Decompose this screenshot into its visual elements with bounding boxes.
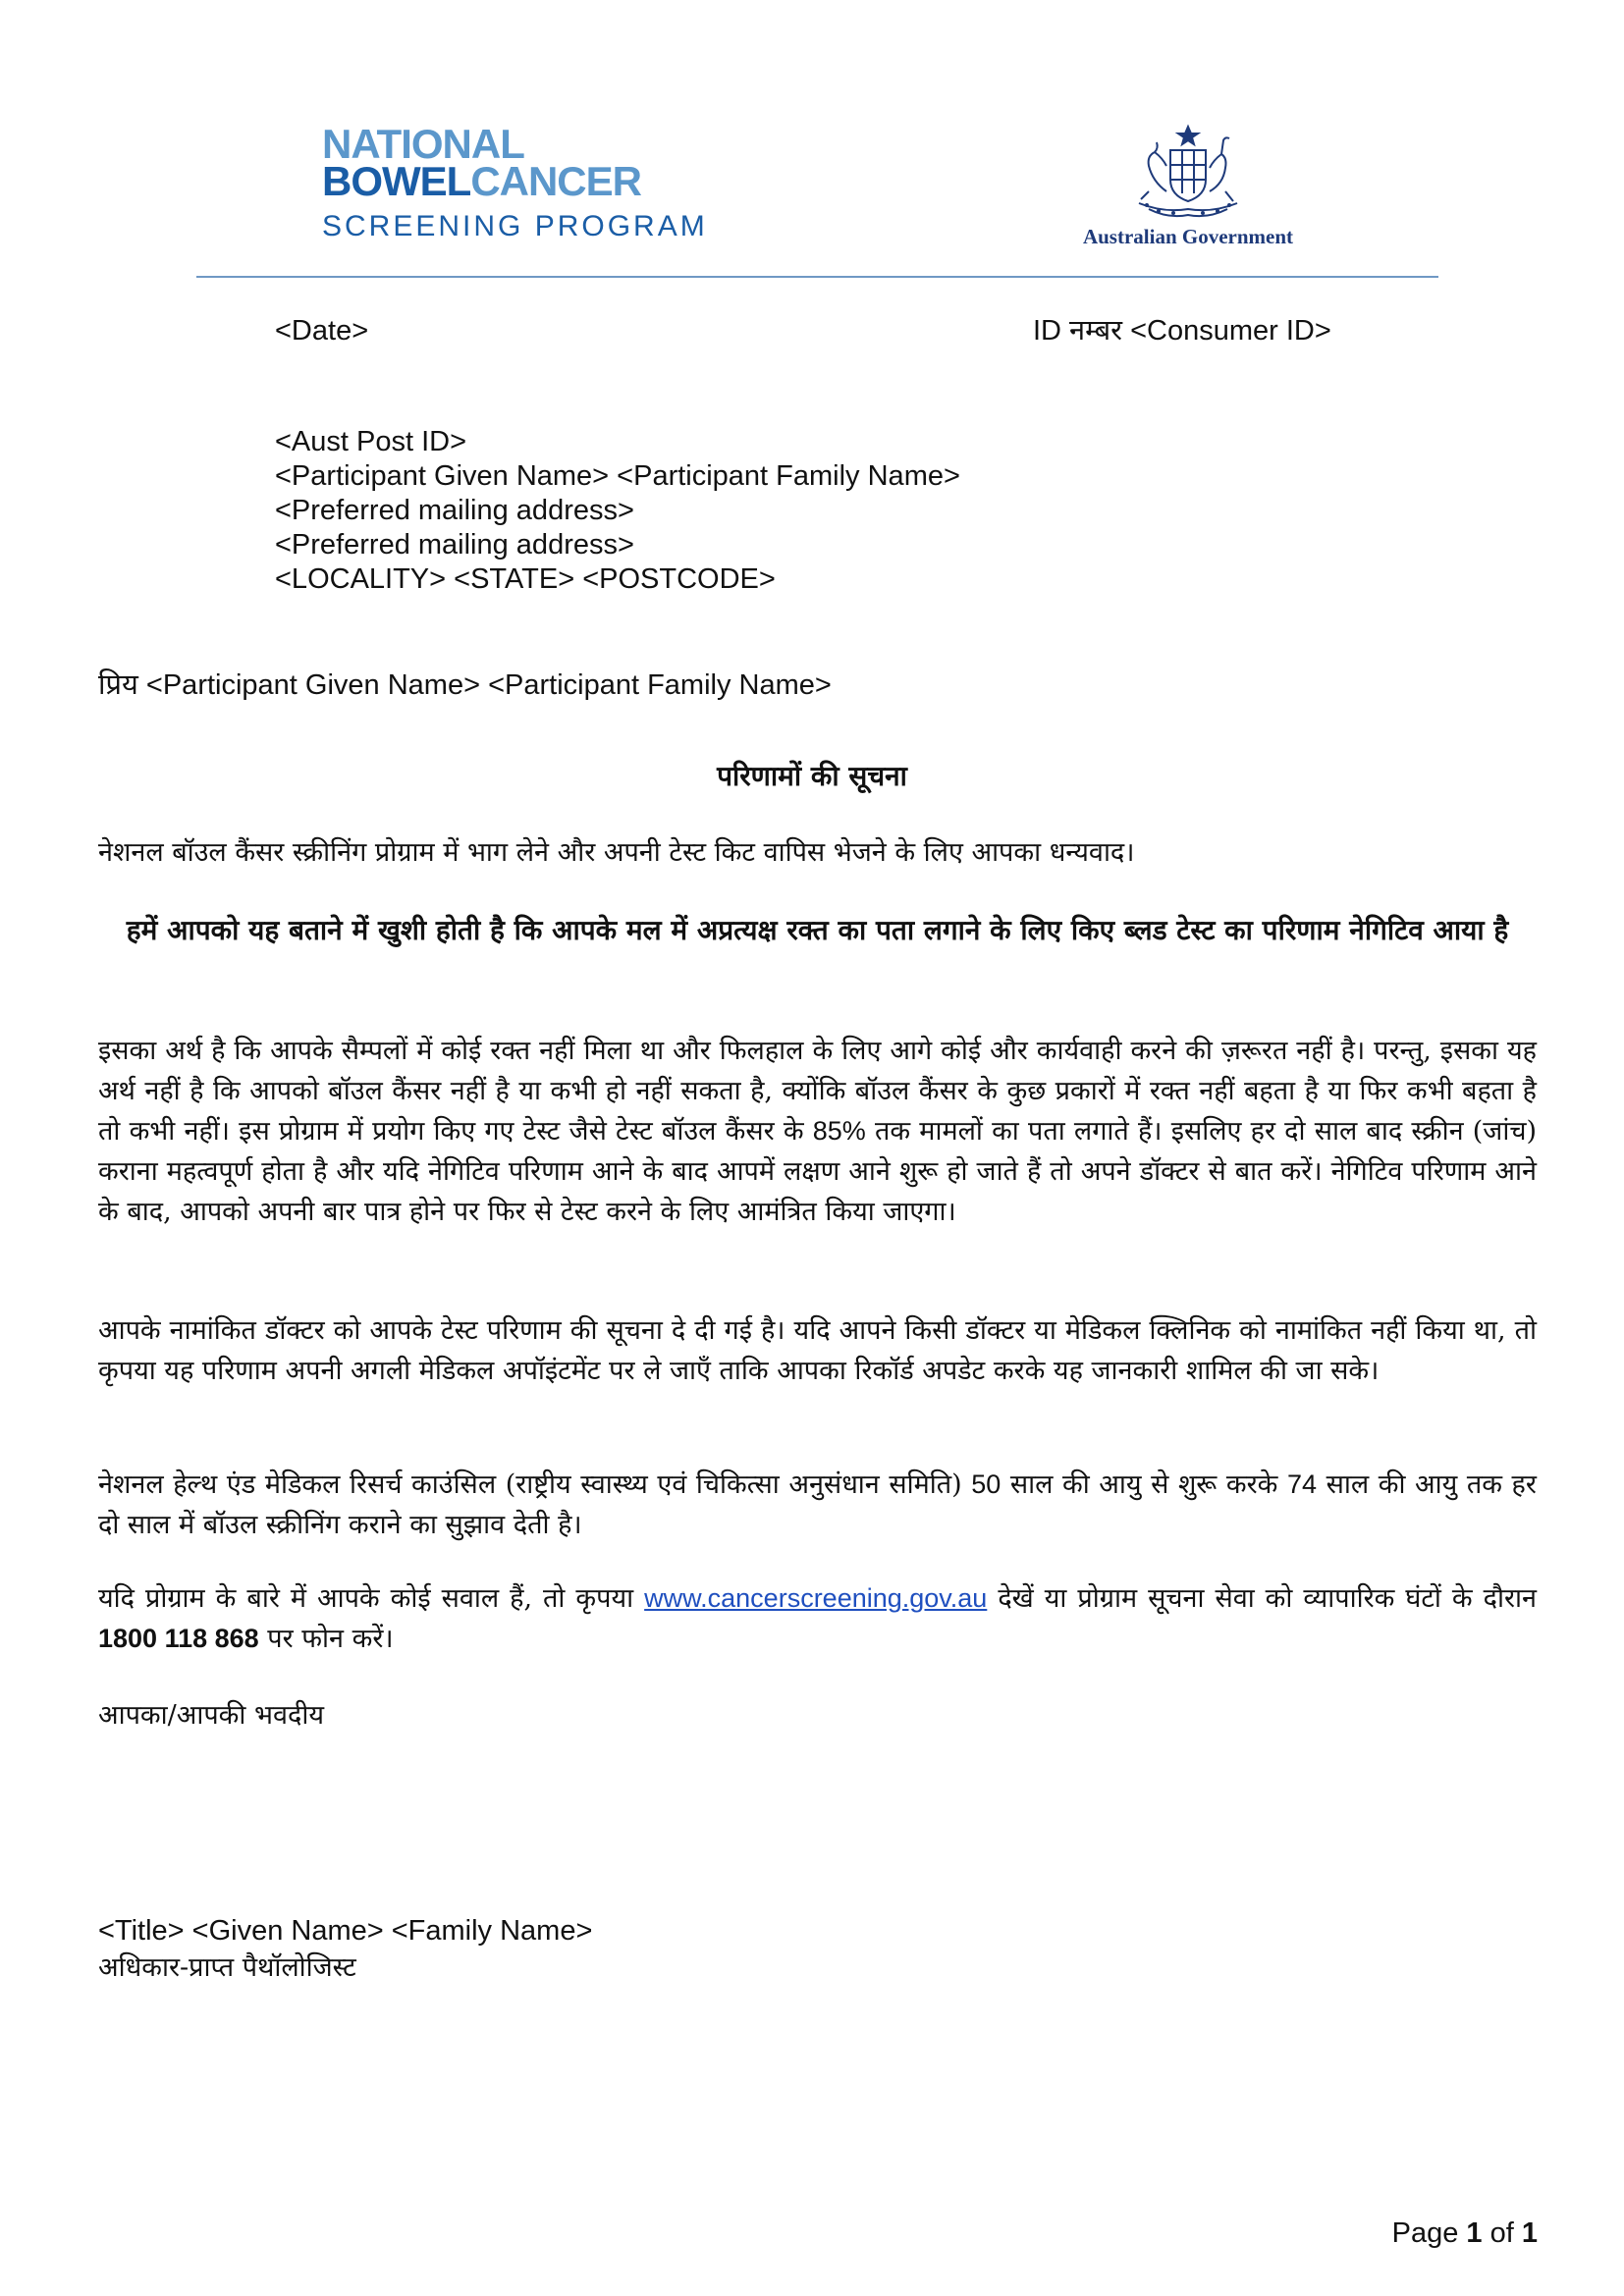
info-line-phone-number: 1800 118 868 bbox=[98, 1624, 259, 1653]
letter-date: <Date> bbox=[275, 315, 369, 347]
contact-text: पर फोन करें। bbox=[267, 1624, 394, 1654]
header-divider bbox=[196, 276, 1438, 278]
salutation-word: प्रिय bbox=[98, 667, 138, 701]
nhmrc-text: साल की आयु से शुरू करके bbox=[1009, 1469, 1278, 1500]
salutation bbox=[98, 667, 832, 703]
logo-word-bowel: BOWEL bbox=[322, 158, 471, 204]
nbcsp-logo bbox=[322, 121, 708, 243]
contact-text: यदि प्रोग्राम के बारे में आपके कोई सवाल हैं, तो कृपया bbox=[98, 1583, 634, 1614]
page-current: 1 bbox=[1466, 2217, 1483, 2249]
address-line: <Preferred mailing address> bbox=[275, 529, 634, 561]
thanks-paragraph: नेशनल बॉउल कैंसर स्क्रीनिंग प्रोग्राम में भाग लेने और अपनी टेस्ट किट वापिस भेजने के लिए आपका धन्यवाद। bbox=[98, 837, 1135, 868]
nhmrc-end-age: 74 bbox=[1286, 1469, 1318, 1499]
consumer-id bbox=[1033, 314, 1331, 348]
australian-government-logo bbox=[1060, 123, 1316, 249]
nhmrc-start-age: 50 bbox=[971, 1469, 1001, 1499]
contact-paragraph bbox=[98, 1578, 1537, 1659]
logo-line-bowel-cancer bbox=[322, 158, 685, 204]
salutation-name: <Participant Given Name> <Participant Family Name> bbox=[145, 669, 832, 701]
nhmrc-text: नेशनल हेल्थ एंड मेडिकल रिसर्च काउंसिल (राष्ट्रीय स्वास्थ्य एवं चिकित्सा अनुसंधान समिति) bbox=[98, 1469, 962, 1500]
meaning-text: तक मामलों का पता लगाते हैं। इसलिए हर दो साल बाद स्क्रीन (जांच) कराना महत्वपूर्ण होता है और यदि नेगिटिव परिणाम आने के बाद आपमें लक्षण आने शुरू हो जाते हैं तो अपने डॉक्टर से बात करें। नेगिटिव परिणाम आने के बाद, आपको अपनी बार पात्र होने पर फिर से टेस्ट करने के लिए आमंत्रित किया जाएगा। bbox=[98, 1116, 1537, 1227]
nhmrc-recommendation-paragraph bbox=[98, 1465, 1537, 1545]
sign-off: आपका/आपकी भवदीय bbox=[98, 1700, 324, 1731]
logo-word-cancer: CANCER bbox=[470, 158, 641, 204]
consumer-id-label: ID नम्बर bbox=[1033, 315, 1122, 347]
negative-result-statement: हमें आपको यह बताने में खुशी होती है कि आपके मल में अप्रत्यक्ष रक्त का पता लगाने के लिए किए ब्लड टेस्ट का परिणाम नेगिटिव आया है bbox=[126, 914, 1509, 946]
result-meaning-paragraph bbox=[98, 1031, 1537, 1232]
address-line: <LOCALITY> <STATE> <POSTCODE> bbox=[275, 563, 776, 595]
logo-line-national: NATIONAL bbox=[322, 121, 524, 167]
logo-line-screening-program: SCREENING PROGRAM bbox=[322, 210, 708, 242]
coat-of-arms-icon bbox=[1119, 123, 1257, 221]
page-total: 1 bbox=[1521, 2217, 1538, 2249]
page-of-word: of bbox=[1489, 2217, 1514, 2249]
page-number bbox=[1276, 2216, 1538, 2251]
signer-role: अधिकार-प्राप्त पैथॉलोजिस्ट bbox=[98, 1952, 356, 1983]
signer-name: <Title> <Given Name> <Family Name> bbox=[98, 1915, 593, 1947]
australian-government-wordmark: Australian Government bbox=[1082, 225, 1294, 248]
cancer-screening-website-link[interactable]: www.cancerscreening.gov.au bbox=[644, 1583, 988, 1613]
doctor-notification-paragraph: आपके नामांकित डॉक्टर को आपके टेस्ट परिणाम की सूचना दे दी गई है। यदि आपने किसी डॉक्टर या मेडिकल क्लिनिक को नामांकित नहीं किया था, तो कृपया यह परिणाम अपनी अगली मेडिकल अपॉइंटमेंट पर ले जाएँ ताकि आपका रिकॉर्ड अपडेट करके यह जानकारी शामिल की जा सके। bbox=[98, 1315, 1537, 1386]
recipient-address bbox=[275, 425, 960, 597]
page-word: Page bbox=[1391, 2217, 1459, 2249]
address-line: <Aust Post ID> bbox=[275, 426, 467, 457]
nhmrc-text: साल की आयु तक हर दो साल में बॉउल स्क्रीनिंग कराने का सुझाव देती है। bbox=[98, 1469, 1537, 1540]
contact-text: देखें या प्रोग्राम सूचना सेवा को व्यापारिक घंटों के दौरान bbox=[998, 1583, 1537, 1614]
letter-subject: परिणामों की सूचना bbox=[717, 760, 907, 792]
meaning-text: इसका अर्थ है कि आपके सैम्पलों में कोई रक्त नहीं मिला था और फिलहाल के लिए आगे कोई और कार्यवाही करने की ज़रूरत नहीं है। परन्तु, इसका यह अर्थ नहीं है कि आपको बॉउल कैंसर नहीं है या कभी हो नहीं सकता है, क्योंकि बॉउल कैंसर के कुछ प्रकारों में रक्त नहीं बहता है या फिर कभी बहता है तो कभी नहीं। इस प्रोग्राम में प्रयोग किए गए टेस्ट जैसे टेस्ट बॉउल कैंसर के bbox=[98, 1036, 1537, 1147]
address-line: <Participant Given Name> <Participant Family Name> bbox=[275, 460, 960, 492]
address-line: <Preferred mailing address> bbox=[275, 495, 634, 526]
meaning-percent: 85% bbox=[812, 1116, 866, 1146]
consumer-id-value: <Consumer ID> bbox=[1130, 315, 1331, 347]
